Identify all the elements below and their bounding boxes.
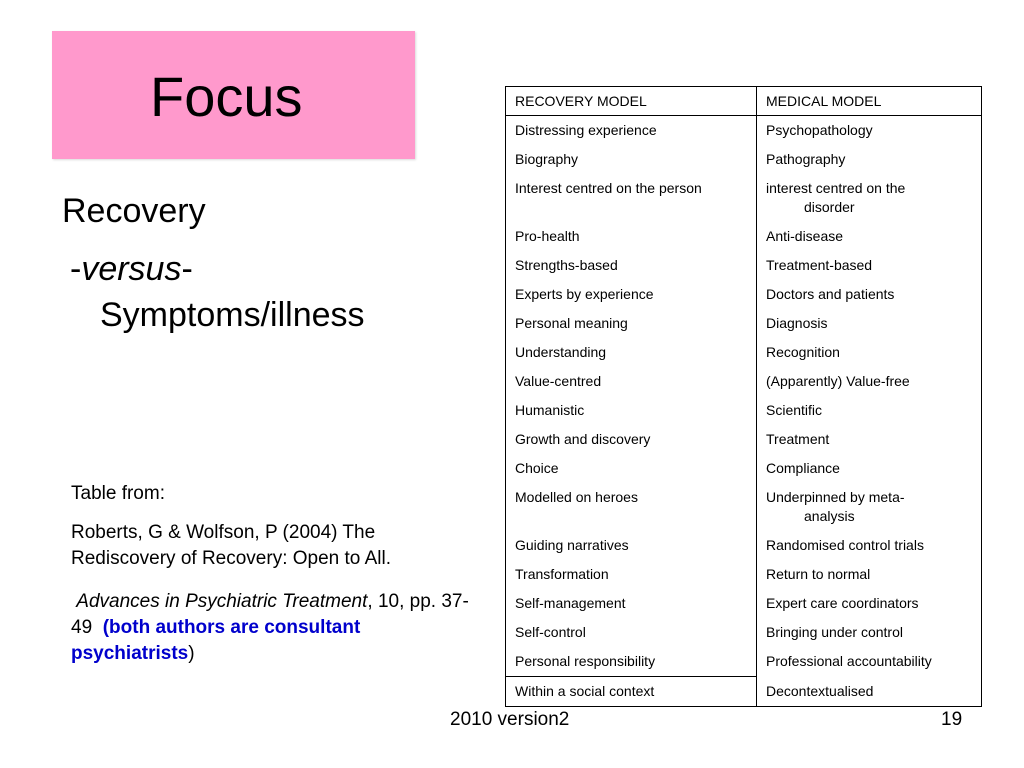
medical-cell: [757, 425, 982, 454]
medical-cell: [757, 396, 982, 425]
recovery-cell: Humanistic: [506, 396, 757, 425]
medical-cell-text: Underpinned by meta-: [766, 489, 905, 505]
table-row: [506, 454, 982, 483]
table-row: [506, 116, 982, 146]
medical-cell-text: Bringing under control: [766, 624, 903, 640]
table-header-row: [506, 87, 982, 116]
medical-cell: [757, 222, 982, 251]
medical-cell: [757, 531, 982, 560]
table-row: [506, 251, 982, 280]
recovery-cell: Experts by experience: [506, 280, 757, 309]
table-row: [506, 309, 982, 338]
recovery-cell: Strengths-based: [506, 251, 757, 280]
medical-cell: [757, 560, 982, 589]
table-row: [506, 280, 982, 309]
medical-cell: [757, 483, 982, 531]
medical-cell: [757, 338, 982, 367]
slide-title: Focus: [150, 65, 303, 128]
table-row: [506, 677, 982, 707]
medical-cell-text: Recognition: [766, 344, 840, 360]
versus-suffix: -: [181, 250, 193, 288]
recovery-cell: Within a social context: [506, 677, 757, 707]
medical-cell: [757, 280, 982, 309]
medical-cell-text: Professional accountability: [766, 653, 932, 669]
medical-cell: [757, 116, 982, 146]
medical-cell: [757, 454, 982, 483]
header-medical-model: MEDICAL MODEL: [757, 87, 982, 116]
recovery-cell: Guiding narratives: [506, 531, 757, 560]
recovery-cell: Biography: [506, 145, 757, 174]
citation-note: both authors are consultant psychiatrists: [71, 617, 361, 664]
medical-cell-text: Diagnosis: [766, 315, 828, 331]
medical-cell: [757, 647, 982, 677]
citation-note-close: ): [188, 643, 195, 664]
medical-cell-continuation: analysis: [804, 508, 855, 524]
recovery-cell: Transformation: [506, 560, 757, 589]
citation-authors-title: Roberts, G & Wolfson, P (2004) The Rediscovery of Recovery: Open to All.: [71, 522, 391, 569]
medical-cell-text: Compliance: [766, 460, 840, 476]
footer-version: 2010 version2: [450, 709, 570, 730]
recovery-cell: Self-control: [506, 618, 757, 647]
recovery-cell: Personal meaning: [506, 309, 757, 338]
medical-cell-text: Decontextualised: [766, 682, 874, 699]
medical-cell-text: Randomised control trials: [766, 537, 924, 553]
medical-cell-text: (Apparently) Value-free: [766, 373, 910, 389]
medical-cell-text: Return to normal: [766, 566, 871, 582]
table-row: [506, 174, 982, 222]
medical-cell-text: Treatment: [766, 431, 830, 447]
versus-word: versus: [81, 250, 182, 288]
versus-prefix: -: [70, 250, 82, 288]
medical-cell: [757, 309, 982, 338]
medical-cell-text: interest centred on the: [766, 180, 906, 196]
table-row: [506, 396, 982, 425]
recovery-cell: Choice: [506, 454, 757, 483]
medical-cell: [757, 174, 982, 222]
table-row: [506, 483, 982, 531]
heading-recovery: Recovery: [62, 192, 206, 230]
medical-cell: [757, 251, 982, 280]
citation-journal-block: [71, 589, 471, 667]
table-row: [506, 145, 982, 174]
recovery-cell: Growth and discovery: [506, 425, 757, 454]
medical-cell-text: Pathography: [766, 151, 846, 167]
recovery-cell: Distressing experience: [506, 116, 757, 146]
medical-cell-text: Psychopathology: [766, 122, 873, 138]
table-row: [506, 222, 982, 251]
medical-cell: [757, 367, 982, 396]
medical-cell: [757, 145, 982, 174]
table-row: [506, 531, 982, 560]
table-row: [506, 338, 982, 367]
citation-note-open: (: [102, 617, 110, 638]
table-row: [506, 618, 982, 647]
recovery-cell: Interest centred on the person: [506, 174, 757, 222]
table-row: [506, 560, 982, 589]
medical-cell-text: Doctors and patients: [766, 286, 895, 302]
table-body: [506, 116, 982, 707]
medical-cell-text: Anti-disease: [766, 228, 844, 244]
recovery-cell: Value-centred: [506, 367, 757, 396]
recovery-cell: Self-management: [506, 589, 757, 618]
recovery-cell: Personal responsibility: [506, 647, 757, 677]
medical-cell: [757, 677, 982, 707]
header-recovery-model: RECOVERY MODEL: [506, 87, 757, 116]
medical-cell-continuation: disorder: [804, 199, 855, 215]
citation-volume-pages: , 10, pp. 37-49: [71, 591, 469, 638]
citation-intro: Table from:: [71, 483, 165, 504]
citation-journal: Advances in Psychiatric Treatment: [76, 591, 368, 612]
medical-cell: [757, 589, 982, 618]
models-table: [505, 86, 982, 707]
recovery-cell: Pro-health: [506, 222, 757, 251]
recovery-cell: Understanding: [506, 338, 757, 367]
versus-line: [70, 248, 193, 290]
medical-cell-text: Expert care coordinators: [766, 595, 919, 611]
table-row: [506, 647, 982, 677]
recovery-cell: Modelled on heroes: [506, 483, 757, 531]
medical-cell-text: Scientific: [766, 402, 823, 418]
symptoms-illness: Symptoms/illness: [100, 296, 365, 334]
table-row: [506, 589, 982, 618]
table-row: [506, 367, 982, 396]
medical-cell: [757, 618, 982, 647]
table-row: [506, 425, 982, 454]
medical-cell-text: Treatment-based: [766, 257, 873, 273]
page-number: 19: [941, 709, 963, 730]
